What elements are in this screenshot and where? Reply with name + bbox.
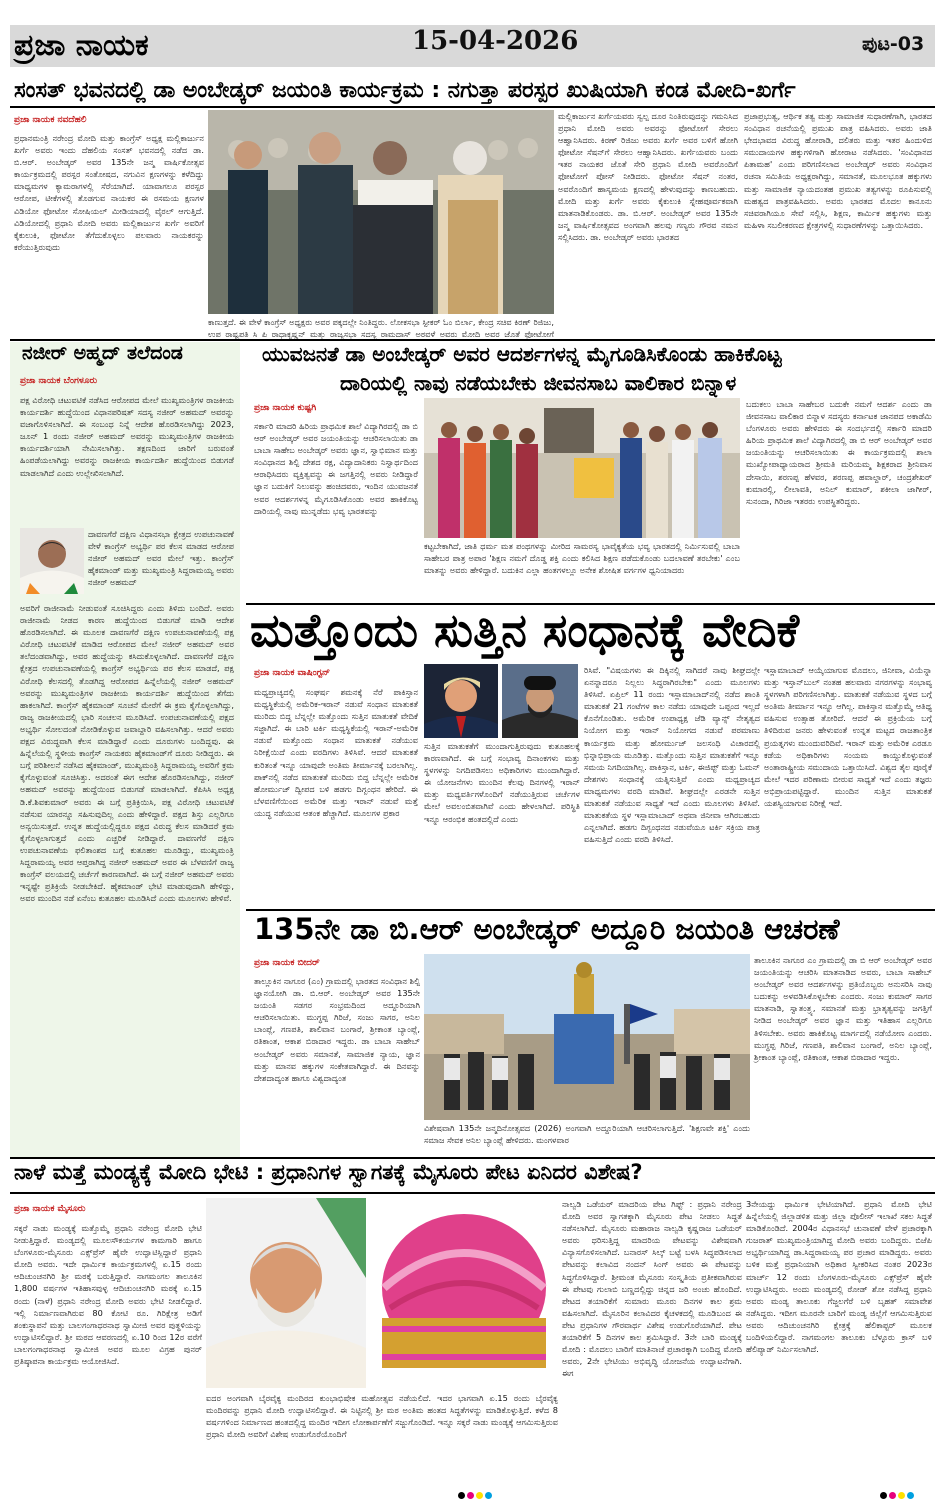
story3-photo-trump — [424, 664, 498, 738]
story4-photo — [424, 954, 750, 1120]
story4-byline: ಪ್ರಜಾ ನಾಯಕ ಬೀದರ್ — [254, 958, 320, 968]
story5-byline: ಪ್ರಜಾ ನಾಯಕ ಮೈಸೂರು — [14, 1204, 86, 1214]
story1-column-3: ಮಲ್ಲಿಕಾರ್ಜುನ ಖರ್ಗೆಯವರು ಸ್ವಲ್ಪ ದೂರ ನಿಂತಿರುವುದನ್ನು ಗಮನಿಸಿದ ಪ್ರಧಾನಿ ಮೋದಿ ಅವರು ಅವರನ್ನು ಫೋಟೋಗೆ ಸೇರಲು ಆಹ್ವಾನಿಸಿದರು. ಕಿರಣ್ ರಿಜಿಜು ಅವರು ಖರ್ಗೆ ಅವರ ಬಳಿಗೆ ಹೋಗಿ ಫೋಟೋ ಸೆಷನ್‌ಗೆ ಸೇರಲು ಆಹ್ವಾನಿಸಿದರು. ಖರ್ಗೆಯವರು ಬಂದು ಇತರ ನಾಯಕರ ಜೊತೆ ಸೇರಿ ಪ್ರಧಾನಿ ಮೋದಿ ಅವರೊಂದಿಗೆ ಫೋಟೋಗೆ ಪೋಸ್ ನೀಡಿದರು. ಫೋಟೋ ಸೆಷನ್ ನಂತರ, ಅವರೊಂದಿಗೆ ಹಾಸ್ಯಮಯ ಕ್ಷಣದಲ್ಲಿ ಹೇಳುವುದನ್ನು ಕಾಣಬಹುದು. ಮೋದಿ ಮತ್ತು ಖರ್ಗೆ ಅವರು ಕೈಕುಲುಕಿ ಸ್ನೇಹಪೂರ್ವಕವಾಗಿ ಮಾತನಾಡಿಕೊಂಡರು. ಡಾ. ಬಿ.ಆರ್. ಅಂಬೇಡ್ಕರ್ ಅವರ 135ನೇ ಜನ್ಮ ವಾರ್ಷಿಕೋತ್ಸವದ ಅಂಗವಾಗಿ ಹಲವು ಗಣ್ಯರು ಗೌರವ ನಮನ ಸಲ್ಲಿಸಿದರು. ಡಾ. ಅಂಬೇಡ್ಕರ್ ಅವರು ಭಾರತದ — [558, 111, 738, 242]
story4-column-3: ತಾಲೂಕಿನ ನಾಗೂರ ಎಂ ಗ್ರಾಮದಲ್ಲಿ ಡಾ ಬಿ ಆರ್ ಅಂಬೇಡ್ಕರ್ ಅವರ ಜಯಂತಿಯನ್ನು ಆಚರಿಸಿ ಮಾತನಾಡಿದ ಅವರು, ಬಾಬಾ ಸಾಹೇಬ್ ಅಂಬೇಡ್ಕರ್ ಅವರ ಆದರ್ಶಗಳನ್ನು ಪ್ರತಿಯೊಬ್ಬರು ಅನುಸರಿಸಿ ನಾವು ಬದುಕನ್ನು ಅಳವಡಿಸಿಕೊಳ್ಳಬೇಕು ಎಂದರು. ಸಂಜು ಕುಮಾರ್ ಸಾಗರ ಮಾತನಾಡಿ, ಸ್ವಾತಂತ್ರ್ಯ, ಸಮಾನತೆ ಮತ್ತು ಭ್ರಾತೃತ್ವವನ್ನು ಜಗತ್ತಿಗೆ ನೀಡಿದ ಅಂಬೇಡ್ಕರ್ ಅವರ ಜ್ಞಾನ ಮತ್ತು ಇತಿಹಾಸ ಎಲ್ಲರಿಗೂ ತಿಳಿಸಬೇಕು. ಅವರು ಹಾಕಿಕೊಟ್ಟ ಮಾರ್ಗದಲ್ಲಿ ನಡೆಯೋಣ ಎಂದರು. ಮುಗ್ಧಪ್ಪ ಗಿರಿಜೆ, ಗಣಪತಿ, ಶಾಲಿವಾನ ಬಂಗಾರೆ, ಅನಿಲ ಬ್ಯಾಂಪ್ಲೆ, ಶ್ರೀಕಾಂತ ಬ್ಯಾಂಪ್ಲೆ, ರತಿಕಾಂತ, ಆಕಾಶ ಬಿರಾದಾರ ಇದ್ದರು. — [754, 955, 932, 1062]
story2-column-1: ಸರ್ಕಾರಿ ಮಾದರಿ ಹಿರಿಯ ಪ್ರಾಥಮಿಕ ಶಾಲೆ ವಿದ್ಯಾಗಿರದಲ್ಲಿ ಡಾ ಬಿ ಆರ್ ಅಂಬೇಡ್ಕರ್ ಅವರ ಜಯಂತಿಯನ್ನು ಆಚರಿಸಲಾಯಿತು ಡಾ ಬಾಬಾ ಸಾಹೇಬ ಅಂಬೇಡ್ಕರ್ ಅವರು ಜ್ಞಾನ, ಸ್ವಾಭಿಮಾನ ಮತ್ತು ಸಂವಿಧಾನದ ಶಿಲ್ಪಿ ದೇಶದ ರಕ್ಷ, ವಿದ್ಯಾದಾನಿಕರು ನಿಸ್ವಾರ್ಥದಿಂದ ಆರಾಧಿಸಿದರು ವ್ಯಕ್ತಿತ್ವವನ್ನು ಈ ಜಗತ್ತಿನಲ್ಲಿ ಅವರು ನೀಡಿದ್ದಾರೆ ಜ್ಞಾನ ಬದುಕಿಗೆ ನಿಲುವನ್ನು ಹಂಚಿದವರು, ಇಂದಿನ ಯುವಜನತೆ ಅವರ ಆದರ್ಶಗಳನ್ನ ಮೈಗೂಡಿಸಿಕೊಂಡು ಅವರ ಹಾಕಿಕೊಟ್ಟ ದಾರಿಯಲ್ಲಿ ನಾವು ಮುನ್ನಡೆದು ಭವ್ಯ ಭಾರತವನ್ನು — [254, 421, 418, 516]
registration-marks — [880, 1484, 916, 1503]
masthead-page-number: ಪುಟ-03 — [862, 33, 925, 55]
story4-headline: 135ನೇ ಡಾ ಬಿ.ಆರ್ ಅಂಬೇಡ್ಕರ್ ಅದ್ದೂರಿ ಜಯಂತಿ ಆಚರಣೆ — [254, 912, 840, 946]
sidebar-body: ಅವರಿಗೆ ರಾಜೀನಾಮೆ ನೀಡುವಂತೆ ಸೂಚಿಸಿದ್ದರು ಎಂದು ತಿಳಿದು ಬಂದಿದೆ. ಅವರು ರಾಜೀನಾಮೆ ನೀಡದ ಕಾರಣ ಹುದ್ದೆಯಿಂದ ಬಿಡುಗಡೆ ಮಾಡಿ ಆದೇಶ ಹೊರಡಿಸಲಾಗಿದೆ. ಈ ಮೂಲಕ ದಾವಣಗೆರೆ ದಕ್ಷಿಣ ಉಪಚುನಾವಣೆಯಲ್ಲಿ ಪಕ್ಷ ವಿರೋಧಿ ಚಟುವಟಿಕೆ ಮಾಡಿದ ಆರೋಪದ ಮೇಲೆ ನಜೀರ್ ಅಹಮದ್ ಅವರ ತಲೆದಂಡವಾಗಿದ್ದು, ಅವರ ಹುದ್ದೆಯನ್ನು ಕಸಿದುಕೊಳ್ಳಲಾಗಿದೆ. ದಾವಣಗೆರೆ ದಕ್ಷಿಣ ಕ್ಷೇತ್ರದ ಉಪಚುನಾವಣೆಯಲ್ಲಿ ಕಾಂಗ್ರೆಸ್ ಅಭ್ಯರ್ಥಿಯ ಪರ ಕೆಲಸ ಮಾಡದೆ, ಪಕ್ಷ ವಿರೋಧಿ ಕೆಲಸದಲ್ಲಿ ತೊಡಗಿದ್ದ ಆರೋಪದ ಹಿನ್ನೆಲೆಯಲ್ಲಿ ನಜೀರ್ ಅಹಮದ್ ಅವರನ್ನು ಮುಖ್ಯಮಂತ್ರಿಗಳ ರಾಜಕೀಯ ಕಾರ್ಯದರ್ಶಿ ಹುದ್ದೆಯಿಂದ ತೆಗೆದು ಹಾಕಲಾಗಿದೆ. ಕಾಂಗ್ರೆಸ್ ಹೈಕಮಾಂಡ್ ಸೂಚನೆ ಮೇರೆಗೆ ಈ ಕ್ರಮ ಕೈಗೊಳ್ಳಲಾಗಿದ್ದು, ರಾಜ್ಯ ರಾಜಕೀಯದಲ್ಲಿ ಭಾರಿ ಸಂಚಲನ ಮೂಡಿಸಿದೆ. ಉಪಚುನಾವಣೆಯಲ್ಲಿ ಪಕ್ಷದ ಅಭ್ಯರ್ಥಿ ಸೋಲದಂತೆ ನೋಡಿಕೊಳ್ಳುವ ಜವಾಬ್ದಾರಿ ವಹಿಸಲಾಗಿತ್ತು. ಆದರೆ ಅವರು ಪಕ್ಷದ ವಿರುದ್ಧವಾಗಿ ಕೆಲಸ ಮಾಡಿದ್ದಾರೆ ಎಂದು ದೂರುಗಳು ಬಂದಿದ್ದವು. ಈ ಹಿನ್ನೆಲೆಯಲ್ಲಿ ಸ್ಥಳೀಯ ಕಾಂಗ್ರೆಸ್ ನಾಯಕರು ಹೈಕಮಾಂಡ್‌ಗೆ ದೂರು ನೀಡಿದ್ದರು. ಈ ಬಗ್ಗೆ ಪರಿಶೀಲನೆ ನಡೆಸಿದ ಹೈಕಮಾಂಡ್, ಮುಖ್ಯಮಂತ್ರಿ ಸಿದ್ದರಾಮಯ್ಯ ಅವರಿಗೆ ಕ್ರಮ ಕೈಗೊಳ್ಳುವಂತೆ ಸೂಚಿಸಿತ್ತು. ಅದರಂತೆ ಈಗ ಆದೇಶ ಹೊರಡಿಸಲಾಗಿದ್ದು, ನಜೀರ್ ಅಹಮದ್ ಅವರನ್ನು ಹುದ್ದೆಯಿಂದ ಬಿಡುಗಡೆ ಮಾಡಲಾಗಿದೆ. ಕೆಪಿಸಿಸಿ ಅಧ್ಯಕ್ಷ ಡಿ.ಕೆ.ಶಿವಕುಮಾರ್ ಅವರು ಈ ಬಗ್ಗೆ ಪ್ರತಿಕ್ರಿಯಿಸಿ, ಪಕ್ಷ ವಿರೋಧಿ ಚಟುವಟಿಕೆ ನಡೆಸುವ ಯಾರನ್ನೂ ಸಹಿಸುವುದಿಲ್ಲ ಎಂದು ಹೇಳಿದ್ದಾರೆ. ಪಕ್ಷದ ಶಿಸ್ತು ಎಲ್ಲರಿಗೂ ಅನ್ವಯಿಸುತ್ತದೆ. ಉನ್ನತ ಹುದ್ದೆಯಲ್ಲಿದ್ದರೂ ಪಕ್ಷದ ವಿರುದ್ಧ ಕೆಲಸ ಮಾಡಿದರೆ ಕ್ರಮ ಕೈಗೊಳ್ಳಲಾಗುತ್ತದೆ ಎಂದು ಎಚ್ಚರಿಕೆ ನೀಡಿದ್ದಾರೆ. ದಾವಣಗೆರೆ ದಕ್ಷಿಣ ಉಪಚುನಾವಣೆಯ ಫಲಿತಾಂಶದ ಬಗ್ಗೆ ಕುತೂಹಲ ಮೂಡಿದ್ದು, ಮುಖ್ಯಮಂತ್ರಿ ಸಿದ್ದರಾಮಯ್ಯ ಅವರ ಆಪ್ತರಾಗಿದ್ದ ನಜೀರ್ ಅಹಮದ್ ಅವರ ಈ ಬೆಳವಣಿಗೆ ರಾಜ್ಯ ಕಾಂಗ್ರೆಸ್ ವಲಯದಲ್ಲಿ ಚರ್ಚೆಗೆ ಕಾರಣವಾಗಿದೆ. ಈ ಬಗ್ಗೆ ನಜೀರ್ ಅಹಮದ್ ಅವರು ಇನ್ನಷ್ಟೇ ಪ್ರತಿಕ್ರಿಯೆ ನೀಡಬೇಕಿದೆ. ಹೈಕಮಾಂಡ್ ಭೇಟಿ ಮಾಡುವುದಾಗಿ ಹೇಳಿದ್ದು, ಅವರ ಮುಂದಿನ ನಡೆ ಏನೆಂಬ ಕುತೂಹಲ ಮೂಡಿಸಿದೆ ಎಂದು ಮೂಲಗಳು ಹೇಳಿವೆ. — [20, 603, 234, 904]
story3-headline: ಮತ್ತೊಂದು ಸುತ್ತಿನ ಸಂಧಾನಕ್ಕೆ ವೇದಿಕೆ — [250, 603, 800, 657]
story1-column-1: ಪ್ರಧಾನಮಂತ್ರಿ ನರೇಂದ್ರ ಮೋದಿ ಮತ್ತು ಕಾಂಗ್ರೆಸ್ ಅಧ್ಯಕ್ಷ ಮಲ್ಲಿಕಾರ್ಜುನ ಖರ್ಗೆ ಅವರು ಇಂದು ದೆಹಲಿಯ ಸಂಸತ್ ಭವನದಲ್ಲಿ ನಡೆದ ಡಾ. ಬಿ.ಆರ್. ಅಂಬೇಡ್ಕರ್ ಅವರ 135ನೇ ಜನ್ಮ ವಾರ್ಷಿಕೋತ್ಸವ ಕಾರ್ಯಕ್ರಮದಲ್ಲಿ ಪರಸ್ಪರ ಸಂತೋಷದ, ನಗುವಿನ ಕ್ಷಣಗಳನ್ನು ಕಳೆದಿದ್ದು ಮಾಧ್ಯಮಗಳ ಕ್ಯಾಮರಾಗಳಲ್ಲಿ ಸೆರೆಯಾಗಿದೆ. ಯಾವಾಗಲೂ ಪರಸ್ಪರ ಆರೋಪ, ಟೀಕೆಗಳಲ್ಲಿ ತೊಡಗುವ ನಾಯಕರ ಈ ರಸಮಯ ಕ್ಷಣಗಳ ವಿಡಿಯೋ ಫೋಟೋ ಸೋಷಿಯಲ್ ಮೀಡಿಯಾದಲ್ಲಿ ವೈರಲ್ ಆಗುತ್ತಿದೆ. ವಿಡಿಯೋದಲ್ಲಿ ಪ್ರಧಾನಿ ಮೋದಿ ಅವರು ಮಲ್ಲಿಕಾರ್ಜುನ ಖರ್ಗೆ ಅವರಿಗೆ ಕೈಕುಲುಕಿ, ಫೋಟೋ ತೆಗೆದುಕೊಳ್ಳಲು ಪಲವಾರು ನಾಯಕರನ್ನು ಕರೆಯುತ್ತಿರುವುದು — [14, 133, 204, 252]
story1-column-4: ಪ್ರಜಾಪ್ರಭುತ್ವ, ಆರ್ಥಿಕ ತತ್ವ ಮತ್ತು ಸಾಮಾಜಿಕ ಸುಧಾರಣೆಗಾಗಿ, ಭಾರತದ ಸಂವಿಧಾನ ರಚನೆಯಲ್ಲಿ ಪ್ರಮುಖ ಪಾತ್ರ ವಹಿಸಿದರು. ಅವರು ಜಾತಿ ಭೇದಭಾವದ ವಿರುದ್ಧ ಹೋರಾಡಿ, ದಲಿತರು ಮತ್ತು ಇತರ ಹಿಂದುಳಿದ ಸಮುದಾಯಗಳ ಹಕ್ಕುಗಳಿಗಾಗಿ ಹೋರಾಟ ನಡೆಸಿದರು. 'ಸಂವಿಧಾನದ ಪಿತಾಮಹ' ಎಂದು ಪರಿಗಣಿಸಲಾದ ಅಂಬೇಡ್ಕರ್ ಅವರು ಸಂವಿಧಾನ ರಚನಾ ಸಮಿತಿಯ ಅಧ್ಯಕ್ಷರಾಗಿದ್ದು, ಸಮಾನತೆ, ಮೂಲಭೂತ ಹಕ್ಕುಗಳು ಮತ್ತು ಸಾಮಾಜಿಕ ನ್ಯಾಯದಂತಹ ಪ್ರಮುಖ ತತ್ವಗಳನ್ನು ರೂಪಿಸುವಲ್ಲಿ ಮಹತ್ವದ ಪಾತ್ರವಹಿಸಿದರು. ಅವರು ಭಾರತದ ಮೊದಲ ಕಾನೂನು ಸಚಿವರಾಗಿಯೂ ಸೇವೆ ಸಲ್ಲಿಸಿ, ಶಿಕ್ಷಣ, ಕಾರ್ಮಿಕ ಹಕ್ಕುಗಳು ಮತ್ತು ಮಹಿಳಾ ಸಬಲೀಕರಣದ ಕ್ಷೇತ್ರಗಳಲ್ಲಿ ಸುಧಾರಣೆಗಳನ್ನು ಒತ್ತಾಯಿಸಿದರು. — [744, 111, 932, 230]
story1-headline: ಸಂಸತ್ ಭವನದಲ್ಲಿ ಡಾ ಅಂಬೇಡ್ಕರ್ ಜಯಂತಿ ಕಾರ್ಯಕ್ರಮ : ನಗುತ್ತಾ ಪರಸ್ಪರ ಖುಷಿಯಾಗಿ ಕಂಡ ಮೋದಿ-ಖರ್ಗೆ — [14, 78, 796, 103]
divider — [10, 339, 935, 341]
story3-byline: ಪ್ರಜಾ ನಾಯಕ ವಾಷಿಂಗ್ಟನ್ — [254, 668, 331, 678]
divider — [10, 106, 935, 108]
story1-photo — [208, 110, 554, 314]
story5-caption: ಐದರ ಅಂಗವಾಗಿ ಬೈರವೈಕ್ಯ ಮಂದಿರದ ಕುಂಭಾಭಿಷೇಕ ಮಹೋತ್ಸವ ನಡೆಯಲಿದೆ. ಇದರ ಭಾಗವಾಗಿ ಏ.15 ರಂದು ಬೈರವೈಕ್ಯ ಮಂದಿರವನ್ನು ಪ್ರಧಾನಿ ಮೋದಿ ಉದ್ಘಾಟಿಸಲಿದ್ದಾರೆ. ಈ ನಿಟ್ಟಿನಲ್ಲಿ ಶ್ರೀ ಮಠ ಅಂತಿಮ ಹಂತದ ಸಿದ್ಧತೆಗಳನ್ನು ಮಾಡಿಕೊಳ್ಳುತ್ತಿದೆ. ಕಳೆದ 8 ವರ್ಷಗಳಿಂದ ನಿರ್ಮಾಣದ ಹಂತದಲ್ಲಿದ್ದ ಮಂದಿರ ಇದೀಗ ಲೋಕಾರ್ಪಣೆಗೆ ಸಜ್ಜುಗೊಂಡಿದೆ. ಇನ್ನೂ ಸಕ್ಕರೆ ನಾಡು ಮಂಡ್ಯಕ್ಕೆ ಆಗಮಿಸುತ್ತಿರುವ ಪ್ರಧಾನಿ ಮೋದಿ ಅವರಿಗೆ ವಿಶೇಷ ಉಡುಗೊರೆಯೊಂದಿಗೆ — [206, 1393, 558, 1439]
story2-photo — [424, 398, 740, 538]
divider — [10, 1192, 935, 1194]
story3-column-3: ರಿಸಿವೆ. "ವಿಷಯಗಳು ಈ ದಿಕ್ಕಿನಲ್ಲಿ ಸಾಗಿದರೆ ನಾವು ಶೀಘ್ರದಲ್ಲೇ ಏನನ್ನಾದರೂ ನಿಲ್ಲಲು ಸಿದ್ಧರಾಗಿರಬೇಕು" ಎಂದು ಮೂಲಗಳು ತಿಳಿಸಿವೆ. ಏಪ್ರಿಲ್ 11 ರಂದು ಇಸ್ಲಾಮಾಬಾದ್‌ನಲ್ಲಿ ನಡೆದ ಶಾಂತಿ ಮಾತುಕತೆ 21 ಗಂಟೆಗಳ ಕಾಲ ನಡೆದು ಯಾವುದೇ ಒಪ್ಪಂದ ಇಲ್ಲದೆ ಕೊನೆಗೊಂಡಿತು. ಅಮೆರಿಕ ಉಪಾಧ್ಯಕ್ಷ ಜೆಡಿ ವ್ಯಾನ್ಸ್ ನೇತೃತ್ವದ ನಿಯೋಗ ಮತ್ತು ಇರಾನ್ ನಿಯೋಗದ ನಡುವೆ ಪರಮಾಣು ಕಾರ್ಯಕ್ರಮ ಮತ್ತು ಹೋರ್ಮುಜ್ ಜಲಸಂಧಿ ವಿಚಾರದಲ್ಲಿ ಭಿನ್ನಾಭಿಪ್ರಾಯ ಮೂಡಿತ್ತು. ಮತ್ತೊಂದು ಸುತ್ತಿನ ಮಾತುಕತೆಗೆ ಇನ್ನೂ ಸಮಯ ನಿಗದಿಯಾಗಿಲ್ಲ. ಪಾಕಿಸ್ತಾನ, ಟರ್ಕಿ, ಈಜಿಪ್ಟ್ ಮತ್ತು ಓಮನ್ ದೇಶಗಳು ಸಂಧಾನಕ್ಕೆ ಯತ್ನಿಸುತ್ತಿವೆ ಎಂದು ಮಧ್ಯಪ್ರಾಚ್ಯದ ಮಾಧ್ಯಮಗಳು ವರದಿ ಮಾಡಿವೆ. ಶೀಘ್ರದಲ್ಲೇ ಎರಡನೇ ಸುತ್ತಿನ ಮಾತುಕತೆ ನಡೆಯುವ ಸಾಧ್ಯತೆ ಇದೆ ಎಂದು ಮೂಲಗಳು ತಿಳಿಸಿವೆ. ಮಾತುಕತೆಯ ಸ್ಥಳ ಇಸ್ಲಾಮಾಬಾದ್ ಅಥವಾ ಜಿನೀವಾ ಆಗಿರಬಹುದು ಎನ್ನಲಾಗಿದೆ. ಹಡಗು ದಿಗ್ಬಂಧನದ ನಡುವೆಯೂ ಟರ್ಕಿ ಸಕ್ರಿಯ ಪಾತ್ರ ವಹಿಸುತ್ತಿದೆ ಎಂದು ವರದಿ ತಿಳಿಸಿದೆ. — [584, 665, 760, 845]
sidebar-intro: ಪಕ್ಷ ವಿರೋಧಿ ಚಟುವಟಿಕೆ ನಡೆಸಿದ ಆರೋಪದ ಮೇಲೆ ಮುಖ್ಯಮಂತ್ರಿಗಳ ರಾಜಕೀಯ ಕಾರ್ಯದರ್ಶಿ ಹುದ್ದೆಯಿಂದ ವಿಧಾನಪರಿಷತ್ ಸದಸ್ಯ ನಜೀರ್ ಅಹಮದ್ ಅವರನ್ನು ವಜಾಗೊಳಿಸಲಾಗಿದೆ. ಈ ಸಂಬಂಧ ನಿನ್ನೆ ಆದೇಶ ಹೊರಡಿಸಲಾಗಿದ್ದು 2023, ಜೂನ್ 1 ರಂದು ನಜೀರ್ ಅಹಮದ್ ಅವರನ್ನು ಮುಖ್ಯಮಂತ್ರಿಗಳ ರಾಜಕೀಯ ಕಾರ್ಯದರ್ಶಿಯಾಗಿ ನೇಮಿಸಲಾಗಿತ್ತು. ತಕ್ಷಣದಿಂದ ಜಾರಿಗೆ ಬರುವಂತೆ ಹಿಂಪಡೆಯಲಾಗಿದ್ದು ಅವರನ್ನು ರಾಜಕೀಯ ಕಾರ್ಯದರ್ಶಿ ಹುದ್ದೆಯಿಂದ ಬಿಡುಗಡೆ ಮಾಡಲಾಗಿದೆ ಎಂದು ಉಲ್ಲೇಖಿಸಲಾಗಿದೆ. — [20, 395, 234, 478]
story2-byline: ಪ್ರಜಾ ನಾಯಕ ಕುಷ್ಟಗಿ — [254, 403, 317, 413]
sidebar-text-beside-photo: ದಾವಣಗೆರೆ ದಕ್ಷಿಣ ವಿಧಾನಸಭಾ ಕ್ಷೇತ್ರದ ಉಪಚುನಾವಣೆ ವೇಳೆ ಕಾಂಗ್ರೆಸ್ ಅಭ್ಯರ್ಥಿ ಪರ ಕೆಲಸ ಮಾಡದ ಆರೋಪ ನಜೀರ್ ಅಹಮದ್ ಅವರ ಮೇಲೆ ಇತ್ತು. ಕಾಂಗ್ರೆಸ್ ಹೈಕಮಾಂಡ್ ಮತ್ತು ಮುಖ್ಯಮಂತ್ರಿ ಸಿದ್ದರಾಮಯ್ಯ ಅವರು ನಜೀರ್ ಅಹಮದ್ — [88, 529, 234, 588]
masthead-date: 15-04-2026 — [412, 26, 579, 56]
sidebar-byline: ಪ್ರಜಾ ನಾಯಕ ಬೆಂಗಳೂರು — [20, 376, 98, 386]
sidebar-headline: ನಜೀರ್ ಅಹ್ಮದ್ ತಲೆದಂಡ — [22, 342, 183, 364]
sidebar-portrait — [20, 528, 84, 594]
registration-marks — [458, 1484, 494, 1503]
story5-photo-modi — [206, 1198, 366, 1388]
story2-caption: ಕಟ್ಟಬೇಕಾಗಿದೆ, ಜಾತಿ ಧರ್ಮ ಮತ ಪಂಥಗಳನ್ನು ಮೀರಿದ ಸಾಮರಸ್ಯ ಭಾವೈಕ್ಯತೆಯ ಭವ್ಯ ಭಾರತದಲ್ಲಿ ನಿರ್ಮಿಸುವಲ್ಲಿ ಬಾಬಾ ಸಾಹೇಬರ ಪಾತ್ರ ಅಪಾರ 'ಶಿಕ್ಷಣ ನಮಗೆ ದೊಡ್ಡ ಶಕ್ತಿ ಎಂದು ಕಲಿಸಿದ ಶಿಕ್ಷಣ ಪಡೆದುಕೊಂಡು ಬದಲಾವಣೆ ತರಬೇಕು' ಎಂಬ ಮಾತನ್ನು ಅವರು ಹೇಳಿದ್ದಾರೆ. ಬದುಕಿನ ಎಲ್ಲಾ ಹಂತಗಳಲ್ಲೂ ಅನೇಕ ಶೋಷಿತ ವರ್ಗಗಳ ಧ್ವನಿಯಾದರು — [424, 541, 740, 575]
story5-headline: ನಾಳೆ ಮತ್ತೆ ಮಂಡ್ಯಕ್ಕೆ ಮೋದಿ ಭೇಟಿ : ಪ್ರಧಾನಿಗಳ ಸ್ವಾಗತಕ್ಕೆ ಮೈಸೂರು ಪೇಟ ಏನಿದರ ವಿಶೇಷ? — [14, 1160, 643, 1184]
story3-column-2: ಸುತ್ತಿನ ಮಾತುಕತೆಗೆ ಮುಂದಾಗುತ್ತಿರುವುದು ಕುತೂಹಲಕ್ಕೆ ಕಾರಣವಾಗಿದೆ. ಈ ಬಗ್ಗೆ ಸಂಭಾವ್ಯ ದಿನಾಂಕಗಳು ಮತ್ತು ಸ್ಥಳಗಳನ್ನು ನಿಗದಿಪಡಿಸಲು ಅಧಿಕಾರಿಗಳು ಮುಂದಾಗಿದ್ದಾರೆ. ಈ ಯೋಜನೆಗಳು ಮುಂದಿನ ಕೆಲವು ದಿನಗಳಲ್ಲಿ ಇರಾನ್ ಮತ್ತು ಮಧ್ಯವರ್ತಿಗಳೊಂದಿಗೆ ನಡೆಯುತ್ತಿರುವ ಚರ್ಚೆಗಳ ಮೇಲೆ ಅವಲಂಬಿತವಾಗಿವೆ ಎಂದು ಹೇಳಲಾಗಿದೆ. ಪರಿಸ್ಥಿತಿ ಇನ್ನೂ ಆರಂಭಿಕ ಹಂತದಲ್ಲಿದೆ ಎಂದು — [424, 741, 580, 824]
story3-photo-iran-leader — [502, 664, 578, 738]
masthead-title: ಪ್ರಜಾ ನಾಯಕ — [14, 28, 149, 63]
story2-headline-line-2: ದಾರಿಯಲ್ಲಿ ನಾವು ನಡೆಯಬೇಕು ಜೀವನಸಾಬ ವಾಲಿಕಾರ ಬಿನ್ನಾಳ — [340, 371, 737, 395]
story5-column-4: 3ನೇಯದ್ದು ಧಾರ್ಮಿಕ ಭೇಟಿಯಾಗಿದೆ. ಪ್ರಧಾನಿ ಮೋದಿ ಭೇಟಿ ಹಿನ್ನೆಲೆಯಲ್ಲಿ ಜಿಲ್ಲಾಡಳಿತ ಮತ್ತು ಜಿಲ್ಲಾ ಪೊಲೀಸ್ ಇಲಾಖೆ ಸಕಲ ಸಿದ್ಧತೆ ಮಾಡಿಕೊಂಡಿದೆ. 2004ರ ವಿಧಾನಸಭೆ ಚುನಾವಣೆ ವೇಳೆ ಪ್ರಚಾರಕ್ಕಾಗಿ ಗುಜರಾತ್ ಮುಖ್ಯಮಂತ್ರಿಯಾಗಿದ್ದ ಮೋದಿ ಅವರು ಬಂದಿದ್ದರು. ಬಿಜೆಪಿ ಅಭ್ಯರ್ಥಿಯಾಗಿದ್ದ ಡಾ.ಸಿದ್ದರಾಮಯ್ಯ ಪರ ಪ್ರಚಾರ ಮಾಡಿದ್ದರು. ಅವರು ಬಳಿಕ ಮತ್ತೆ ಪ್ರಧಾನಿಯಾಗಿ ಅಧಿಕಾರ ಸ್ವೀಕರಿಸಿದ ನಂತರ 2023ರ ಮಾರ್ಚ್ 12 ರಂದು ಬೆಂಗಳೂರು-ಮೈಸೂರು ಎಕ್ಸ್‌ಪ್ರೆಸ್ ಹೈವೇ ಉದ್ಘಾಟಿಸಿದ್ದರು. ಅಂದು ಮಂಡ್ಯದಲ್ಲಿ ರೋಡ್ ಶೋ ನಡೆಸಿದ್ದ ಪ್ರಧಾನಿ ಅವರು ಮಂಡ್ಯ ತಾಲೂಕು ಗೆಜ್ಜಲಗೆರೆ ಬಳಿ ಬೃಹತ್ ಸಮಾವೇಶ ನಡೆಸಿದ್ದರು. ಇದೀಗ ಮೂರನೇ ಬಾರಿಗೆ ಮಂಡ್ಯ ಜಿಲ್ಲೆಗೆ ಆಗಮಿಸುತ್ತಿರುವ ಅವರು ಆದಿಚುಂಚನಗಿರಿ ಕ್ಷೇತ್ರಕ್ಕೆ ಹೆಲಿಕಾಪ್ಟರ್ ಮೂಲಕ ಬಂದಿಳಿಯಲಿದ್ದಾರೆ. ನಾಗಮಂಗಲ ತಾಲೂಕು ಬೆಳ್ಳೂರು ಕ್ರಾಸ್ ಬಳಿ ಹೆಲಿಪ್ಯಾಡ್ ನಿರ್ಮಿಸಲಾಗಿದೆ. — [746, 1199, 932, 1355]
story4-caption: ವಿಶೇಷವಾಗಿ 135ನೇ ಜನ್ಮದಿನೋತ್ಸವದ (2026) ಅಂಗವಾಗಿ ಅದ್ದೂರಿಯಾಗಿ ಆಚರಿಸಲಾಗುತ್ತಿದೆ. 'ಶಿಕ್ಷಣವೇ ಶಕ್ತಿ' ಎಂದು ಸಮಾಜ ಸೇವಕ ಅನಿಲ ಬ್ಯಾಂಪ್ಲೆ ಹೇಳಿದರು. ಮಂಗಳವಾರ — [424, 1123, 750, 1145]
story4-column-1: ತಾಲ್ಲೂಕಿನ ನಾಗೂರ (ಎಂ) ಗ್ರಾಮದಲ್ಲಿ ಭಾರತದ ಸಂವಿಧಾನ ಶಿಲ್ಪಿ ಜ್ಞಾನಯೋಗಿ ಡಾ. ಬಿ.ಆರ್. ಅಂಬೇಡ್ಕರ್ ಅವರ 135ನೇ ಜಯಂತಿ ಸಡಗರ ಸಂಭ್ರಮದಿಂದ ಅದ್ದೂರಿಯಾಗಿ ಆಚರಿಸಲಾಯಿತು. ಮುಗ್ಧಪ್ಪ ಗಿರಿಜೆ, ಸಂಜು ಸಾಗರ, ಅನಿಲ ಬಾಂಪ್ಲೆ, ಗಣಪತಿ, ಶಾಲಿವಾನ ಬಂಗಾರೆ, ಶ್ರೀಕಾಂತ ಬ್ಯಾಂಪ್ಲೆ, ರತಿಕಾಂತ, ಆಕಾಶ ಬಿರಾದಾರ ಇದ್ದರು. ಡಾ ಬಾಬಾ ಸಾಹೇಬ್ ಅಂಬೇಡ್ಕರ್ ಅವರು ಸಮಾನತೆ, ಸಾಮಾಜಿಕ ನ್ಯಾಯ, ಜ್ಞಾನ ಮತ್ತು ಮಾನವ ಹಕ್ಕುಗಳ ಸಂಕೇತವಾಗಿದ್ದಾರೆ. ಈ ದಿನವನ್ನು ದೇಶದಾದ್ಯಂತ ಹಾಗೂ ವಿಶ್ವದಾದ್ಯಂತ — [254, 976, 420, 1083]
divider — [246, 909, 935, 911]
story3-column-4: ಇಸ್ಲಾಮಾಬಾದ್ ಆಯ್ಕೆಯಾಗುವ ಮೊದಲು, ಜಿನೀವಾ, ವಿಯೆನ್ನಾ ಮತ್ತು ಇಸ್ತಾನ್‌ಬುಲ್ ನಂತಹ ಹಲವಾರು ನಗರಗಳನ್ನು ಸಂಭಾವ್ಯ ಸ್ಥಳಗಳಾಗಿ ಪರಿಗಣಿಸಲಾಗಿತ್ತು. ಮಾತುಕತೆ ನಡೆಯುವ ಸ್ಥಳದ ಬಗ್ಗೆ ಅಂತಿಮ ತೀರ್ಮಾನ ಇನ್ನೂ ಆಗಿಲ್ಲ. ಪಾಕಿಸ್ತಾನ ಮತ್ತೊಮ್ಮೆ ಆತಿಥ್ಯ ವಹಿಸುವ ಉತ್ಸಾಹ ತೋರಿದೆ. ಆದರೆ ಈ ಪ್ರಕ್ರಿಯೆಯ ಬಗ್ಗೆ ತಿಳಿದಿರುವ ಜನರು ಹೇಳುವಂತೆ ಉನ್ನತ ಮಟ್ಟದ ರಾಜತಾಂತ್ರಿಕ ಪ್ರಯತ್ನಗಳು ಮುಂದುವರಿದಿವೆ. ಇರಾನ್ ಮತ್ತು ಅಮೆರಿಕ ಎರಡೂ ಕಡೆಯ ಅಧಿಕಾರಿಗಳು ಸಂಯಮ ಕಾಯ್ದುಕೊಳ್ಳುವಂತೆ ಅಂತಾರಾಷ್ಟ್ರೀಯ ಸಮುದಾಯ ಒತ್ತಾಯಿಸಿದೆ. ವಿಶ್ವದ ತೈಲ ಪೂರೈಕೆ ಮೇಲೆ ಇದರ ಪರಿಣಾಮ ಬೀರುವ ಸಾಧ್ಯತೆ ಇದೆ ಎಂದು ತಜ್ಞರು ಅಭಿಪ್ರಾಯಪಟ್ಟಿದ್ದಾರೆ. ಮುಂದಿನ ಸುತ್ತಿನ ಮಾತುಕತೆ ಯಶಸ್ವಿಯಾಗುವ ನಿರೀಕ್ಷೆ ಇದೆ. — [764, 665, 932, 809]
story1-caption: ಕಾಣುತ್ತದೆ. ಈ ವೇಳೆ ಕಾಂಗ್ರೆಸ್ ಅಧ್ಯಕ್ಷರು ಅವರ ಪಕ್ಕದಲ್ಲೇ ನಿಂತಿದ್ದರು. ಲೋಕಸಭಾ ಸ್ಪೀಕರ್ ಓಂ ಬಿರ್ಲಾ, ಕೇಂದ್ರ ಸಚಿವ ಕಿರಣ್ ರಿಜಿಜು, ಉಪ ರಾಷ್ಟ್ರಪತಿ ಸಿ ಪಿ ರಾಧಾಕೃಷ್ಣನ್ ಮತ್ತು ರಾಜ್ಯಸಭಾ ಸದಸ್ಯ ರಾಮದಾಸ್ ಅಠವಳೆ ಅವರು ಮೋದಿ ಅವರ ಜೊತೆ ಫೋಟೋಗೆ — [208, 317, 554, 339]
story5-column-3: ನಾಲ್ವಡಿ ಒಡೆಯರ್ ಮಾದರಿಯ ಪೇಟ ಗಿಫ್ಟ್ : ಪ್ರಧಾನಿ ನರೇಂದ್ರ ಮೋದಿ ಅವರ ಸ್ವಾಗತಕ್ಕಾಗಿ ಮೈಸೂರು ಪೇಟ ನೀಡಲು ಸಿದ್ಧತೆ ನಡೆಸಲಾಗಿದೆ. ಮೈಸೂರು ಮಹಾರಾಜ ನಾಲ್ವಡಿ ಕೃಷ್ಣರಾಜ ಒಡೆಯರ್ ಅವರು ಧರಿಸುತ್ತಿದ್ದ ಮಾದರಿಯ ಪೇಟವನ್ನು ವಿಶೇಷವಾಗಿ ವಿನ್ಯಾಸಗೊಳಿಸಲಾಗಿದೆ. ಬನಾರಸ್ ಸಿಲ್ಕ್ ಬಟ್ಟೆ ಬಳಸಿ ಸಿದ್ಧಪಡಿಸಲಾದ ಪೇಟವನ್ನು ಕಲಾವಿದ ನಂದನ್ ಸಿಂಗ್ ಅವರು ಈ ಪೇಟವನ್ನು ಸಿದ್ಧಗೊಳಿಸಿದ್ದಾರೆ. ಶ್ರೀಮಂತ ಮೈಸೂರು ಸಂಸ್ಕೃತಿಯ ಪ್ರತೀಕವಾಗಿರುವ ಈ ಪೇಟವು ಗುಲಾಬಿ ಬಣ್ಣದಲ್ಲಿದ್ದು ಚಿನ್ನದ ಜರಿ ಅಂಚು ಹೊಂದಿದೆ. ಪೇಟದ ತಯಾರಿಕೆಗೆ ಸುಮಾರು ಮೂರು ದಿನಗಳ ಕಾಲ ಶ್ರಮ ವಹಿಸಲಾಗಿದೆ. ಮೈಸೂರಿನ ಕಲಾವಿದರ ಕೈಚಳಕದಲ್ಲಿ ಮೂಡಿಬಂದ ಈ ಪೇಟ ಪ್ರಧಾನಿಗಳ ಗೌರವಾರ್ಥ ವಿಶೇಷ ಉಡುಗೊರೆಯಾಗಿದೆ. ಪೇಟ ತಯಾರಿಕೆಗೆ 5 ದಿನಗಳ ಕಾಲ ಶ್ರಮಿಸಿದ್ದಾರೆ. 3ನೇ ಬಾರಿ ಮಂಡ್ಯಕ್ಕೆ ಮೋದಿ : ಮೊದಲು ಬಾರಿಗೆ ಮಾತಿನಾಚೆ ಪ್ರಚಾರಕ್ಕಾಗಿ ಬಂದಿದ್ದ ಮೋದಿ ಅವರು, 2ನೇ ಭೇಟಿಯು ಅಭಿವೃದ್ಧಿ ಯೋಜನೆಯ ಉದ್ಘಾಟನೆಗಾಗಿ. ಈಗ — [562, 1199, 742, 1379]
story5-column-1: ಸಕ್ಕರೆ ನಾಡು ಮಂಡ್ಯಕ್ಕೆ ಮತ್ತೊಮ್ಮೆ ಪ್ರಧಾನಿ ನರೇಂದ್ರ ಮೋದಿ ಭೇಟಿ ನೀಡುತ್ತಿದ್ದಾರೆ. ಮಂಡ್ಯದಲ್ಲಿ ಮೂಲಸೌಕರ್ಯಗಳ ಕಾಮಗಾರಿ ಹಾಗೂ ಬೆಂಗಳೂರು-ಮೈಸೂರು ಎಕ್ಸ್‌ಪ್ರೆಸ್ ಹೈವೇ ಉದ್ಘಾಟಿಸ್ಲಿದ್ದಾರೆ ಪ್ರಧಾನಿ ಮೋದಿ ಅವರು. ಇದೇ ಧಾರ್ಮಿಕ ಕಾರ್ಯಕ್ರಮಗಳಲ್ಲಿ ಏ.15 ರಂದು ಆದಿಚುಂಚನಗಿರಿ ಶ್ರೀ ಮಠಕ್ಕೆ ಬರುತ್ತಿದ್ದಾರೆ. ನಾಗಮಂಗಲ ತಾಲೂಕಿನ 1,800 ವರ್ಷಗಳ ಇತಿಹಾಸವುಳ್ಳ ಆದಿಚುಂಚನಗಿರಿ ಮಠಕ್ಕೆ ಏ.15 ರಂದು (ನಾಳೆ) ಪ್ರಧಾನಿ ನರೇಂದ್ರ ಮೋದಿ ಅವರು ಭೇಟಿ ನೀಡಲಿದ್ದಾರೆ. ಇಲ್ಲಿ ನಿರ್ಮಾಣವಾಗಿರುವ 80 ಕೋಟಿ ರೂ. ಗಿರಿಕ್ಷೇತ್ರ ಅಡಿಗೆ ಶಂಕುಸ್ಥಾಪನೆ ಮತ್ತು ಬಾಲಗಂಗಾಧರನಾಥ ಸ್ವಾಮೀಜಿ ಅವರ ಪುತ್ಥಳಿಯನ್ನು ಉದ್ಘಾಟಿಸಲಿದ್ದಾರೆ. ಶ್ರೀ ಮಠದ ಆವರಣದಲ್ಲಿ ಏ.10 ರಿಂದ 12ರ ವರೆಗೆ ಬಾಲಗಂಗಾಧರನಾಥ ಸ್ವಾಮೀಜಿ ಅವರ ಮೂಲ ವಿಗ್ರಹ ಪುನರ್ ಪ್ರತಿಷ್ಠಾಪನಾ ಕಾರ್ಯಕ್ರಮ ಆಯೋಜಿಸಿದೆ. — [14, 1223, 202, 1367]
story2-headline-line-1: ಯುವಜನತೆ ಡಾ ಅಂಬೇಡ್ಕರ್ ಅವರ ಆದರ್ಶಗಳನ್ನ ಮೈಗೂಡಿಸಿಕೊಂಡು ಹಾಕಿಕೊಟ್ಟ — [262, 342, 782, 366]
story1-byline: ಪ್ರಜಾ ನಾಯಕ ನವದೆಹಲಿ — [14, 115, 87, 125]
story2-column-3: ಬದುಕಲು ಬಾಬಾ ಸಾಹೇಬರ ಬದುಕೇ ನಮಗೆ ಆದರ್ಶ ಎಂದು ಡಾ ಜೀವನಸಾಬ ವಾಲಿಕಾರ ಬಿನ್ನಾಳ ಸದಸ್ಯರು ಕರ್ನಾಟಕ ಜಾನಪದ ಅಕಾಡೆಮಿ ಬೆಂಗಳೂರು ಅವರು ಹೇಳಿದರು ಈ ಸಂದರ್ಭದಲ್ಲಿ ಸರ್ಕಾರಿ ಮಾದರಿ ಹಿರಿಯ ಪ್ರಾಥಮಿಕ ಶಾಲೆ ವಿದ್ಯಾಗಿರದಲ್ಲಿ ಡಾ ಬಿ ಆರ್ ಅಂಬೇಡ್ಕರ್ ಅವರ ಜಯಂತಿಯನ್ನು ಆಚರಿಸಲಾಯಿತು ಈ ಕಾರ್ಯಕ್ರಮದಲ್ಲಿ ಶಾಲಾ ಮುಖ್ಯೋಪಾಧ್ಯಾಯರಾದ ಶ್ರೀಮತಿ ಮರಿಯಮ್ಮ ಶಿಕ್ಷಕರಾದ ಶ್ರೀನಿವಾಸ ದೇಸಾಯಿ, ಶರಣಪ್ಪ ಹೆಳವರ, ಶರಣಪ್ಪ ಹವಾಲ್ದಾರ್, ಚಂದ್ರಶೇಖರ್ ಕುಮಾರಲ್ಲಿ, ಲೀಲಾವತಿ, ಅನಿಲ್ ಕುಮಾರ್, ಶಕೀಲಾ ಜಾಗೀರ್, ಸುನಂದಾ, ಗಿರಿಜಾ ಇತರರು ಉಪಸ್ಥಿತರಿದ್ದರು. — [746, 399, 932, 506]
story3-column-1: ಮಧ್ಯಪ್ರಾಚ್ಯದಲ್ಲಿ ಸಂಘರ್ಷ ಶಮನಕ್ಕೆ ನೆರೆ ಪಾಕಿಸ್ತಾನ ಮಧ್ಯಸ್ಥಿಕೆಯಲ್ಲಿ ಅಮೆರಿಕ-ಇರಾನ್ ನಡುವೆ ಸಂಧಾನ ಮಾತುಕತೆ ಮುರಿದು ಬಿದ್ದ ಬೆನ್ನಲ್ಲೇ ಮತ್ತೊಂದು ಸುತ್ತಿನ ಮಾತುಕತೆ ವೇದಿಕೆ ಸಜ್ಜಾಗಿದೆ. ಈ ಬಾರಿ ಟರ್ಕಿ ಮಧ್ಯಸ್ಥಿಕೆಯಲ್ಲಿ ಇರಾನ್-ಅಮೆರಿಕ ನಡುವೆ ಮತ್ತೊಂದು ಸಂಧಾನ ಮಾತುಕತೆ ನಡೆಯುವ ನಿರೀಕ್ಷೆಯಿದೆ ಎಂದು ವರದಿಗಳು ತಿಳಿಸಿವೆ. ಆದರೆ ಮಾತುಕತೆ ಕುರಿತಂತೆ ಇನ್ನೂ ಯಾವುದೇ ಅಂತಿಮ ತೀರ್ಮಾನಕ್ಕೆ ಬರಲಾಗಿಲ್ಲ. ಪಾಕ್‌ನಲ್ಲಿ ನಡೆದ ಮಾತುಕತೆ ಮುರಿದು ಬಿದ್ದ ಬೆನ್ನಲ್ಲೇ ಅಮೆರಿಕ ಹೋರ್ಮುಜ್ ದ್ವೀಪದ ಬಳಿ ಹಡಗು ದಿಗ್ಬಂಧನ ಹೇರಿದೆ. ಈ ಬೆಳವಣಿಗೆಯಿಂದ ಅಮೆರಿಕ ಮತ್ತು ಇರಾನ್ ನಡುವೆ ಮತ್ತೆ ಯುದ್ಧ ನಡೆಯುವ ಆತಂಕ ಹೆಚ್ಚಾಗಿದೆ. ಮೂಲಗಳ ಪ್ರಕಾರ — [254, 687, 418, 818]
divider — [10, 1157, 935, 1159]
story5-photo-mysuru-peta — [370, 1198, 558, 1388]
